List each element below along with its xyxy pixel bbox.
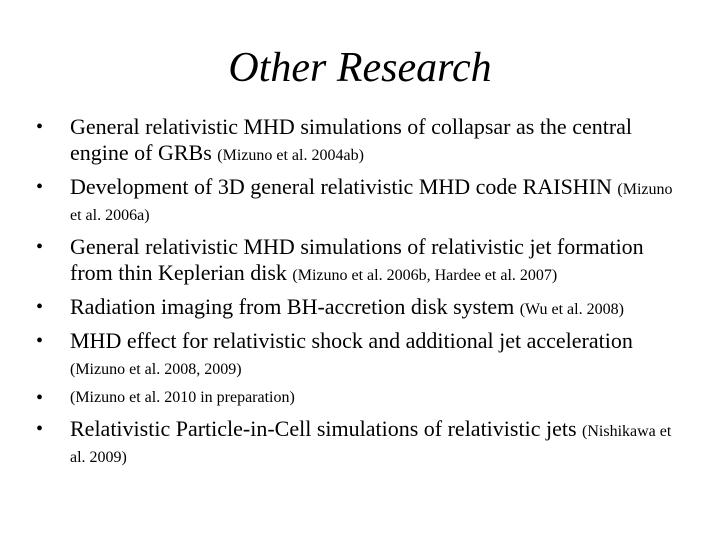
bullet-item bbox=[36, 234, 686, 286]
bullet-citation: (Mizuno et al. 2006b, Hardee et al. 2007) bbox=[292, 267, 558, 284]
slide-title: Other Research bbox=[228, 45, 492, 91]
bullet-text: Relativistic Particle-in-Cell simulations of relativistic jets bbox=[70, 416, 577, 441]
bullet-dot-icon: • bbox=[36, 236, 44, 258]
bullet-item bbox=[36, 114, 686, 166]
bullet-citation: (Mizuno et al. 2010 in preparation) bbox=[70, 389, 295, 406]
bullet-citation: (Mizuno et al. 2004ab) bbox=[217, 147, 364, 164]
bullet-citation: (Wu et al. 2008) bbox=[519, 301, 624, 318]
bullet-item bbox=[36, 174, 686, 226]
bullet-item bbox=[36, 328, 686, 380]
bullet-citation: (Mizuno et al. 2008, 2009) bbox=[70, 361, 242, 378]
bullet-item bbox=[36, 294, 686, 320]
bullet-dot-icon: • bbox=[36, 296, 44, 318]
bullet-text: General relativistic MHD simulations of collapsar as the central engine of GRBs bbox=[70, 114, 633, 165]
bullet-dot-icon: • bbox=[36, 418, 44, 440]
bullet-item bbox=[36, 416, 686, 468]
bullet-text: Radiation imaging from BH-accretion disk system bbox=[70, 294, 515, 319]
bullet-list bbox=[36, 114, 686, 476]
bullet-text: MHD effect for relativistic shock and additional jet acceleration bbox=[70, 328, 633, 353]
bullet-citation: (Nishikawa et al. 2009) bbox=[70, 423, 672, 466]
bullet-text: Development of 3D general relativistic MHD code RAISHIN bbox=[70, 174, 612, 199]
bullet-item bbox=[36, 388, 686, 408]
bullet-text: General relativistic MHD simulations of relativistic jet formation from thin Keplerian disk bbox=[70, 234, 644, 285]
bullet-dot-icon: • bbox=[36, 387, 44, 409]
bullet-dot-icon: • bbox=[36, 116, 44, 138]
bullet-dot-icon: • bbox=[36, 330, 44, 352]
bullet-citation: (Mizuno et al. 2006a) bbox=[70, 181, 673, 224]
bullet-dot-icon: • bbox=[36, 176, 44, 198]
